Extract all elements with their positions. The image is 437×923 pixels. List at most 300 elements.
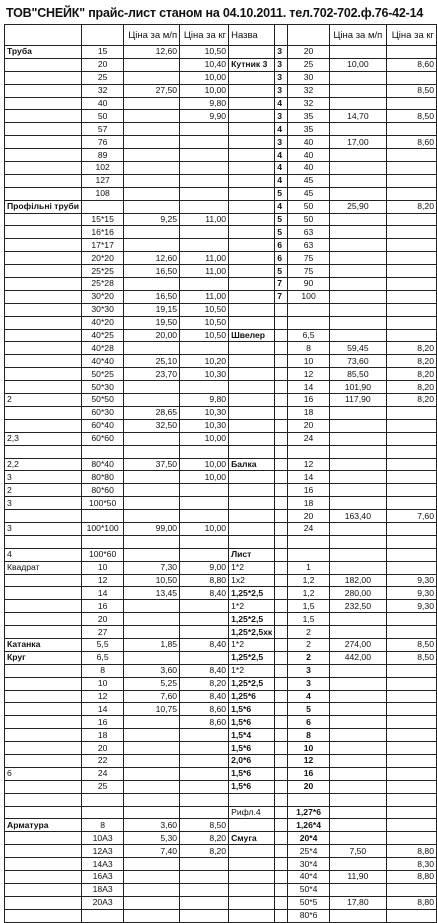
cell-price-per-kg [180,806,229,819]
cell-name [229,84,275,97]
cell-size: 17*17 [82,239,124,252]
cell-price-per-meter [124,136,180,149]
cell-price-per-meter: 7,60 [124,690,180,703]
cell-price-per-meter [329,832,386,845]
cell-price-per-meter [329,767,386,780]
cell-dimension: 1,5 [288,613,329,626]
cell-thickness [275,561,288,574]
table-row [5,858,437,871]
cell-price-per-kg: 11,00 [180,265,229,278]
cell-dimension: 25 [288,58,329,71]
cell-dimension: 12 [288,458,329,471]
header-row [5,25,437,46]
cell-name: Кутник 3 [229,58,275,71]
cell-size: 60*60 [82,432,124,445]
cell-size [82,510,124,523]
cell-price-per-meter [329,780,386,793]
cell-price-per-kg [180,200,229,213]
table-row [5,84,437,97]
cell-section [5,278,82,291]
cell-dimension: 3 [288,664,329,677]
cell-price-per-kg: 10,00 [180,84,229,97]
cell-thickness: 4 [275,149,288,162]
cell-price-per-meter [124,883,180,896]
cell-size: 10 [82,677,124,690]
cell-section [5,239,82,252]
cell-name [229,819,275,832]
cell-dimension: 75 [288,252,329,265]
cell-size: 14 [82,703,124,716]
cell-price-per-kg [386,754,436,767]
cell-price-per-kg [180,742,229,755]
table-row [5,174,437,187]
cell-size: 100*60 [82,548,124,561]
cell-thickness [275,522,288,535]
cell-dimension: 45 [288,187,329,200]
cell-section: Круг [5,651,82,664]
table-row [5,97,437,110]
header-dimension [288,25,329,46]
cell-price-per-meter [329,664,386,677]
cell-price-per-kg: 9,80 [180,394,229,407]
cell-price-per-kg: 8,20 [386,381,436,394]
table-row [5,638,437,651]
cell-dimension: 2 [288,626,329,639]
table-row [5,548,437,561]
cell-thickness [275,806,288,819]
cell-thickness [275,381,288,394]
cell-dimension: 80*6 [288,909,329,922]
cell-price-per-meter [329,858,386,871]
table-row [5,574,437,587]
cell-price-per-kg [180,278,229,291]
cell-price-per-kg [180,226,229,239]
cell-price-per-kg [386,767,436,780]
cell-dimension: 20 [288,510,329,523]
cell-price-per-meter: 85,50 [329,368,386,381]
cell-price-per-meter [329,303,386,316]
table-row [5,213,437,226]
cell-thickness [275,677,288,690]
table-row [5,239,437,252]
cell-size: 25 [82,780,124,793]
cell-size [82,445,124,458]
cell-thickness [275,458,288,471]
cell-price-per-meter: 3,60 [124,819,180,832]
cell-price-per-kg [386,303,436,316]
cell-thickness [275,368,288,381]
cell-price-per-kg [386,97,436,110]
cell-size: 89 [82,149,124,162]
cell-name: 1,5*6 [229,767,275,780]
cell-price-per-meter: 17,00 [329,136,386,149]
cell-dimension: 2 [288,651,329,664]
table-row [5,522,437,535]
header-price-per-meter: Ціна за м/п [329,25,386,46]
cell-price-per-kg: 10,00 [180,458,229,471]
cell-thickness [275,329,288,342]
cell-price-per-kg [386,626,436,639]
cell-price-per-kg [386,690,436,703]
cell-section: Профільні труби [5,200,82,213]
cell-section: 2 [5,394,82,407]
table-row [5,471,437,484]
cell-price-per-meter [329,97,386,110]
cell-section [5,896,82,909]
cell-size: 80*80 [82,471,124,484]
table-row [5,381,437,394]
cell-price-per-meter [329,329,386,342]
cell-size: 25 [82,71,124,84]
cell-price-per-kg [180,187,229,200]
cell-size: 57 [82,123,124,136]
cell-price-per-kg: 10,30 [180,419,229,432]
cell-thickness [275,638,288,651]
cell-thickness [275,690,288,703]
cell-name [229,484,275,497]
cell-section [5,419,82,432]
cell-dimension: 63 [288,226,329,239]
cell-name [229,909,275,922]
cell-size: 40*25 [82,329,124,342]
cell-price-per-kg [180,484,229,497]
price-table [4,24,437,923]
cell-price-per-meter [329,677,386,690]
table-row [5,368,437,381]
cell-name [229,187,275,200]
cell-thickness [275,432,288,445]
table-row [5,71,437,84]
cell-dimension [288,303,329,316]
cell-price-per-meter [124,909,180,922]
cell-price-per-meter: 27,50 [124,84,180,97]
cell-section: 3 [5,497,82,510]
cell-price-per-meter: 37,50 [124,458,180,471]
cell-price-per-kg [386,471,436,484]
cell-size: 10 [82,561,124,574]
cell-thickness [275,574,288,587]
cell-price-per-kg [386,174,436,187]
cell-price-per-meter: 10,75 [124,703,180,716]
cell-dimension: 5 [288,703,329,716]
cell-size [82,535,124,548]
cell-price-per-meter [329,432,386,445]
cell-thickness [275,613,288,626]
cell-price-per-meter [124,162,180,175]
cell-name: 1,5*6 [229,703,275,716]
cell-section [5,58,82,71]
cell-dimension: 12 [288,754,329,767]
cell-size: 60*30 [82,406,124,419]
cell-price-per-meter [124,445,180,458]
cell-price-per-meter [124,278,180,291]
cell-size: 15*15 [82,213,124,226]
cell-price-per-kg: 8,50 [386,110,436,123]
table-row [5,303,437,316]
cell-section: 3 [5,471,82,484]
cell-price-per-meter [124,484,180,497]
cell-thickness [275,471,288,484]
cell-section [5,123,82,136]
cell-section: 2 [5,484,82,497]
cell-price-per-meter [124,600,180,613]
cell-section [5,510,82,523]
cell-price-per-meter [124,226,180,239]
cell-price-per-kg [386,419,436,432]
cell-price-per-kg: 9,30 [386,587,436,600]
cell-price-per-meter [329,226,386,239]
cell-name [229,200,275,213]
cell-name: 1,25*6 [229,690,275,703]
cell-name: 1,25*2,5 [229,651,275,664]
cell-price-per-kg [386,716,436,729]
cell-section: Катанка [5,638,82,651]
cell-section [5,136,82,149]
cell-name [229,845,275,858]
cell-thickness [275,845,288,858]
table-row [5,754,437,767]
cell-price-per-kg [386,316,436,329]
table-row [5,329,437,342]
cell-price-per-kg [386,290,436,303]
cell-thickness [275,909,288,922]
cell-name [229,883,275,896]
table-row [5,406,437,419]
table-row [5,626,437,639]
cell-price-per-kg [386,406,436,419]
cell-price-per-meter: 10,00 [329,58,386,71]
cell-dimension: 90 [288,278,329,291]
cell-price-per-kg: 10,30 [180,368,229,381]
cell-price-per-kg: 10,00 [180,522,229,535]
cell-name: 1,5*6 [229,716,275,729]
cell-section [5,368,82,381]
cell-thickness [275,535,288,548]
cell-price-per-kg [180,535,229,548]
cell-size: 20 [82,742,124,755]
cell-name [229,896,275,909]
table-row [5,394,437,407]
cell-thickness: 3 [275,136,288,149]
cell-dimension: 40 [288,149,329,162]
header-size [82,25,124,46]
cell-name [229,252,275,265]
table-row [5,716,437,729]
cell-price-per-kg [180,342,229,355]
cell-price-per-kg [180,896,229,909]
cell-name: 1,5*6 [229,780,275,793]
cell-name [229,871,275,884]
cell-dimension: 18 [288,497,329,510]
cell-price-per-kg: 8,60 [386,58,436,71]
cell-price-per-meter [124,174,180,187]
cell-section [5,806,82,819]
cell-name: 1*2 [229,561,275,574]
cell-price-per-meter: 12,60 [124,46,180,59]
table-row [5,677,437,690]
cell-name [229,162,275,175]
cell-dimension: 4 [288,690,329,703]
table-row [5,690,437,703]
cell-name [229,535,275,548]
table-row [5,883,437,896]
cell-price-per-meter: 99,00 [124,522,180,535]
cell-price-per-kg [386,819,436,832]
cell-name: 1,25*2,5 [229,613,275,626]
cell-price-per-meter [329,84,386,97]
cell-name [229,381,275,394]
table-row [5,162,437,175]
cell-name: 1*2 [229,638,275,651]
cell-thickness: 4 [275,174,288,187]
cell-dimension: 50 [288,200,329,213]
cell-section [5,587,82,600]
table-row [5,613,437,626]
cell-price-per-meter: 28,65 [124,406,180,419]
cell-size: 10А3 [82,832,124,845]
cell-price-per-kg: 10,30 [180,406,229,419]
cell-size: 32 [82,84,124,97]
cell-price-per-kg: 10,20 [180,355,229,368]
table-row [5,342,437,355]
cell-thickness [275,484,288,497]
cell-dimension: 35 [288,123,329,136]
cell-name [229,510,275,523]
cell-price-per-kg [386,677,436,690]
cell-price-per-kg [180,174,229,187]
cell-dimension: 8 [288,342,329,355]
cell-dimension: 32 [288,84,329,97]
cell-price-per-kg [386,535,436,548]
cell-price-per-kg [386,729,436,742]
cell-name: 1,25*2,5 [229,677,275,690]
cell-dimension: 16 [288,767,329,780]
cell-thickness [275,355,288,368]
cell-dimension: 14 [288,471,329,484]
table-row [5,136,437,149]
cell-price-per-kg [180,239,229,252]
cell-price-per-meter: 23,70 [124,368,180,381]
cell-section [5,71,82,84]
table-row [5,265,437,278]
cell-dimension: 1,2 [288,574,329,587]
cell-size: 14А3 [82,858,124,871]
cell-section [5,342,82,355]
cell-price-per-meter [124,613,180,626]
header-section [5,25,82,46]
cell-size: 14 [82,587,124,600]
cell-section [5,703,82,716]
cell-thickness [275,729,288,742]
cell-size: 12 [82,690,124,703]
cell-price-per-meter [124,471,180,484]
cell-price-per-kg: 8,20 [386,394,436,407]
header-name: Назва [229,25,275,46]
cell-size: 5,5 [82,638,124,651]
cell-size: 6,5 [82,651,124,664]
cell-size: 20 [82,613,124,626]
cell-price-per-kg [386,497,436,510]
cell-thickness: 3 [275,84,288,97]
cell-price-per-kg: 8,50 [180,819,229,832]
cell-price-per-meter: 19,50 [124,316,180,329]
cell-thickness [275,406,288,419]
cell-price-per-meter [124,497,180,510]
table-row [5,445,437,458]
cell-size: 50*25 [82,368,124,381]
cell-price-per-kg: 10,00 [180,71,229,84]
table-row [5,510,437,523]
table-row [5,252,437,265]
cell-price-per-kg [180,600,229,613]
cell-price-per-kg [180,162,229,175]
cell-price-per-kg [386,548,436,561]
cell-price-per-meter [329,458,386,471]
cell-price-per-kg: 8,40 [180,690,229,703]
table-row [5,587,437,600]
cell-size: 100*50 [82,497,124,510]
cell-price-per-kg [180,136,229,149]
cell-price-per-meter [124,200,180,213]
cell-section: 3 [5,522,82,535]
cell-name [229,858,275,871]
cell-dimension: 75 [288,265,329,278]
cell-dimension: 30 [288,71,329,84]
cell-dimension: 24 [288,432,329,445]
cell-price-per-meter [124,58,180,71]
cell-thickness [275,303,288,316]
cell-size: 20*20 [82,252,124,265]
cell-thickness [275,883,288,896]
cell-section [5,406,82,419]
cell-price-per-kg [386,71,436,84]
cell-section [5,303,82,316]
cell-section [5,858,82,871]
cell-price-per-kg [180,767,229,780]
cell-name [229,471,275,484]
cell-price-per-kg [386,909,436,922]
table-row [5,535,437,548]
cell-price-per-meter [124,858,180,871]
cell-name [229,136,275,149]
cell-price-per-meter [124,767,180,780]
cell-size: 25*25 [82,265,124,278]
cell-price-per-meter [329,149,386,162]
cell-price-per-meter [124,651,180,664]
cell-size: 80*40 [82,458,124,471]
cell-size [82,806,124,819]
cell-price-per-meter: 16,50 [124,265,180,278]
cell-name: Рифл.4 [229,806,275,819]
cell-price-per-meter [329,46,386,59]
cell-thickness: 5 [275,213,288,226]
cell-price-per-kg: 8,20 [180,832,229,845]
table-row [5,819,437,832]
cell-price-per-meter: 5,25 [124,677,180,690]
table-row [5,600,437,613]
cell-name [229,316,275,329]
cell-price-per-meter: 10,50 [124,574,180,587]
cell-section [5,290,82,303]
cell-price-per-meter [329,406,386,419]
cell-section [5,883,82,896]
cell-dimension [288,535,329,548]
cell-section [5,149,82,162]
cell-section [5,252,82,265]
cell-name: Смуга [229,832,275,845]
cell-thickness: 4 [275,97,288,110]
cell-price-per-kg [386,780,436,793]
